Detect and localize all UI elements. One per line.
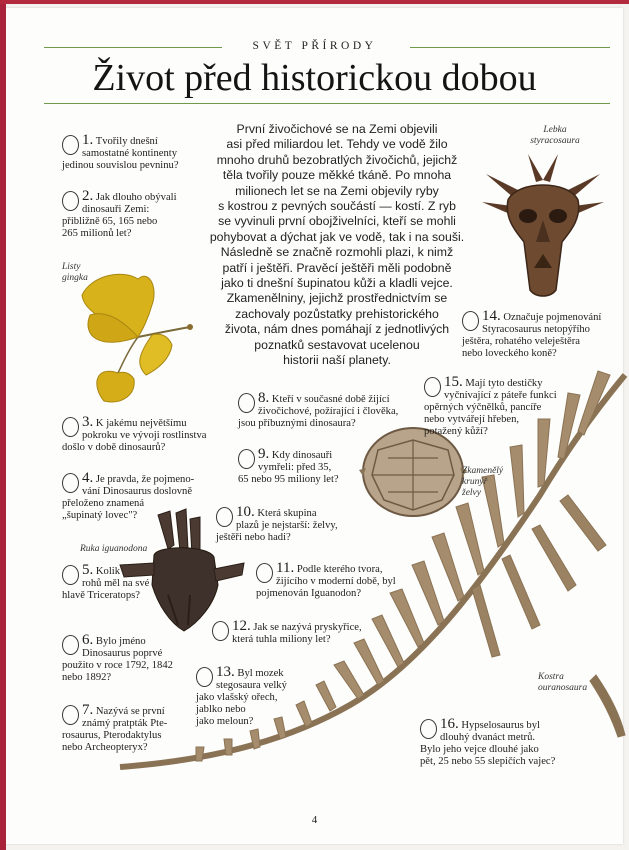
question-line: nebo vytvářejí hřeben,: [424, 414, 520, 425]
question-line: pokroku ve vývoji rostlinstva: [82, 430, 207, 441]
question-12: [212, 620, 402, 646]
question-line: pět, 25 nebo 55 slepičích vajec?: [420, 756, 556, 767]
answer-circle[interactable]: [238, 449, 255, 469]
caption-line: želvy: [462, 488, 481, 498]
question-14: [462, 310, 612, 360]
question-line: plazů je nejstarší: želvy,: [236, 520, 338, 531]
question-line: došlo v době dinosaurů?: [62, 442, 166, 453]
caption-line: Listy: [62, 262, 81, 272]
answer-circle[interactable]: [62, 191, 79, 211]
question-number: 2.: [82, 188, 94, 204]
answer-circle[interactable]: [424, 377, 441, 397]
caption-line: ouranosaura: [538, 683, 588, 693]
question-line: vání Dinosaurus doslovně: [82, 486, 193, 497]
intro-line: s kostrou z pevných součástí — kostí. Z ryb: [218, 199, 456, 214]
question-line: rosaurus, Pterodaktylus: [62, 730, 162, 741]
question-number: 13.: [216, 664, 235, 680]
red-spine: [0, 0, 6, 850]
question-line: samostatné kontinenty: [82, 148, 178, 159]
question-line: Nazývá se první: [95, 706, 165, 717]
intro-line: Zkamenělniny, jejichž prostřednictvím se: [226, 291, 448, 306]
answer-circle[interactable]: [62, 473, 79, 493]
intro-line: První živočichové se na Zemi objevili: [236, 122, 438, 136]
question-line: jsou příbuznými dinosaura?: [238, 418, 356, 429]
question-9: [238, 448, 378, 486]
question-line: Kdy dinosauři: [271, 450, 333, 461]
question-line: žijícího v moderní době, byl: [276, 576, 396, 587]
question-line: Mají tyto destičky: [465, 378, 543, 389]
skeleton-caption: [538, 672, 587, 694]
question-line: Jak dlouho obývali: [95, 192, 177, 203]
answer-circle[interactable]: [62, 635, 79, 655]
question-8: [238, 392, 428, 430]
question-line: Kteří v současné době žijící: [271, 394, 390, 405]
question-line: jablko nebo: [196, 704, 246, 715]
question-line: Byl mozek: [237, 668, 284, 679]
caption-line: Kostra: [538, 672, 564, 682]
intro-line: se vyvinuli první obojživelníci, kteří se mohli: [218, 214, 456, 229]
question-15: [424, 376, 584, 438]
ginkgo-caption: [62, 262, 88, 284]
answer-circle[interactable]: [62, 705, 79, 725]
question-line: Dinosaurus poprvé: [82, 648, 163, 659]
question-number: 8.: [258, 390, 270, 406]
question-4: [62, 472, 212, 522]
answer-circle[interactable]: [462, 311, 479, 331]
question-number: 5.: [82, 562, 94, 578]
question-line: dinosauři Zemi:: [82, 204, 150, 215]
styracosaurus-skull-illustration: [478, 150, 608, 300]
question-7: [62, 704, 212, 754]
intro-line: poznatků sestavovat ucelenou: [254, 337, 420, 352]
caption-line: styracosaura: [530, 136, 580, 146]
intro-line: mnoho druhů bezobratlých živočichů, jejichž: [216, 152, 458, 167]
question-line: Podle kterého tvora,: [296, 564, 383, 575]
question-line: opěrných výčnělků, pancíře: [424, 402, 542, 413]
question-3: [62, 416, 232, 454]
question-line: pojmenován Iguanodon?: [256, 588, 362, 599]
question-line: živočichové, požírající i člověka,: [258, 406, 399, 417]
caption-line: Zkamenělý: [462, 466, 504, 476]
hand-caption: [80, 544, 147, 555]
caption-line: krunýř: [462, 477, 488, 487]
question-line: Která skupina: [257, 508, 317, 519]
question-line: vyčnívající z páteře funkci: [444, 390, 557, 401]
answer-circle[interactable]: [62, 135, 79, 155]
answer-circle[interactable]: [62, 417, 79, 437]
question-line: jako meloun?: [196, 716, 254, 727]
question-line: jako vlašský ořech,: [196, 692, 278, 703]
intro-line: těla tvořily pouze měkké tkáně. Po mnoha: [222, 168, 452, 183]
question-line: přeloženo znamená: [62, 498, 145, 509]
top-border: [0, 0, 629, 4]
answer-circle[interactable]: [212, 621, 229, 641]
question-line: „šupinatý lovec"?: [62, 510, 138, 521]
question-6: [62, 634, 212, 684]
question-line: Bylo jméno: [95, 636, 146, 647]
intro-paragraph: [180, 122, 494, 369]
question-line: jedinou souvislou pevninu?: [62, 160, 179, 171]
question-line: Je pravda, že pojmeno-: [95, 474, 195, 485]
question-number: 7.: [82, 702, 94, 718]
skull-caption: [500, 125, 610, 147]
question-line: hlavě Triceratops?: [62, 590, 140, 601]
question-number: 11.: [276, 560, 295, 576]
question-number: 15.: [444, 374, 463, 390]
question-2: [62, 190, 202, 240]
question-line: stegosaura velký: [216, 680, 287, 691]
question-number: 12.: [232, 618, 251, 634]
question-line: nebo Archeopteryx?: [62, 742, 148, 753]
question-line: známý pratpták Pte-: [82, 718, 168, 729]
question-number: 1.: [82, 132, 94, 148]
answer-circle[interactable]: [420, 719, 437, 739]
question-number: 6.: [82, 632, 94, 648]
page-number: 4: [311, 814, 318, 826]
intro-line: historii naší planety.: [283, 353, 391, 368]
intro-line: patří i ještěři. Pravěcí ještěři měli podobně: [222, 260, 452, 275]
intro-line: zachovaly pozůstatky prehistorického: [235, 306, 439, 321]
question-number: 10.: [236, 504, 255, 520]
answer-circle[interactable]: [216, 507, 233, 527]
question-line: K jakému největšímu: [95, 418, 187, 429]
intro-line: pohybovat a dýchat jak ve vodě, tak i na souši.: [209, 229, 465, 244]
question-line: Bylo jeho vejce dlouhé jako: [420, 744, 539, 755]
question-line: 65 nebo 95 miliony let?: [238, 474, 339, 485]
question-number: 9.: [258, 446, 270, 462]
answer-circle[interactable]: [256, 563, 273, 583]
question-line: dlouhý dvanáct metrů.: [440, 732, 536, 743]
question-line: ještěra, rohatého veleještěra: [462, 336, 580, 347]
intro-line: života, nám dnes pomáhají z jednotlivých: [224, 322, 450, 337]
answer-circle[interactable]: [238, 393, 255, 413]
question-line: ještěři nebo hadi?: [216, 532, 291, 543]
intro-line: milionech let se na Zemi objevily ryby: [235, 183, 439, 198]
question-5: [62, 564, 172, 602]
question-line: použito v roce 1792, 1842: [62, 660, 173, 671]
intro-line: Následně se značně rozmohli plazi, k nimž: [220, 245, 454, 260]
question-line: přibližně 65, 165 nebo: [62, 216, 158, 227]
question-line: nebo loveckého koně?: [462, 348, 557, 359]
caption-line: Lebka: [543, 125, 567, 135]
question-line: Tvořily dnešní: [95, 136, 158, 147]
question-10: [216, 506, 376, 544]
question-number: 14.: [482, 308, 501, 324]
question-number: 16.: [440, 716, 459, 732]
question-line: vymřeli: před 35,: [258, 462, 332, 473]
question-13: [196, 666, 306, 728]
answer-circle[interactable]: [196, 667, 213, 687]
intro-line: jako ti dnešní šupinatou kůži a kladli vejce.: [221, 276, 453, 291]
title-rule: [44, 103, 610, 104]
answer-circle[interactable]: [62, 565, 79, 585]
question-line: potažený kůží?: [424, 426, 488, 437]
question-line: Styracosaurus netopýřího: [482, 324, 590, 335]
question-line: Hypselosaurus byl: [461, 720, 540, 731]
question-number: 4.: [82, 470, 94, 486]
series-title: SVĚT PŘÍRODY: [252, 40, 377, 52]
question-11: [256, 562, 436, 600]
question-16: [420, 718, 590, 768]
shell-caption: [462, 466, 503, 499]
intro-line: asi před miliardou let. Tehdy ve vodě žilo: [226, 137, 448, 152]
page-title: Život před historickou dobou: [92, 57, 537, 99]
question-line: která tuhla miliony let?: [232, 634, 331, 645]
question-line: nebo 1892?: [62, 672, 112, 683]
caption-line: gingka: [62, 273, 88, 283]
question-line: Jak se nazývá pryskyřice,: [253, 622, 362, 633]
question-line: Kolik: [95, 566, 121, 577]
question-line: Označuje pojmenování: [503, 312, 602, 323]
question-number: 3.: [82, 414, 94, 430]
question-line: rohů měl na své: [82, 578, 150, 589]
question-line: 265 milionů let?: [62, 228, 132, 239]
caption-line: Ruka iguanodona: [80, 544, 148, 554]
question-1: [62, 134, 202, 172]
